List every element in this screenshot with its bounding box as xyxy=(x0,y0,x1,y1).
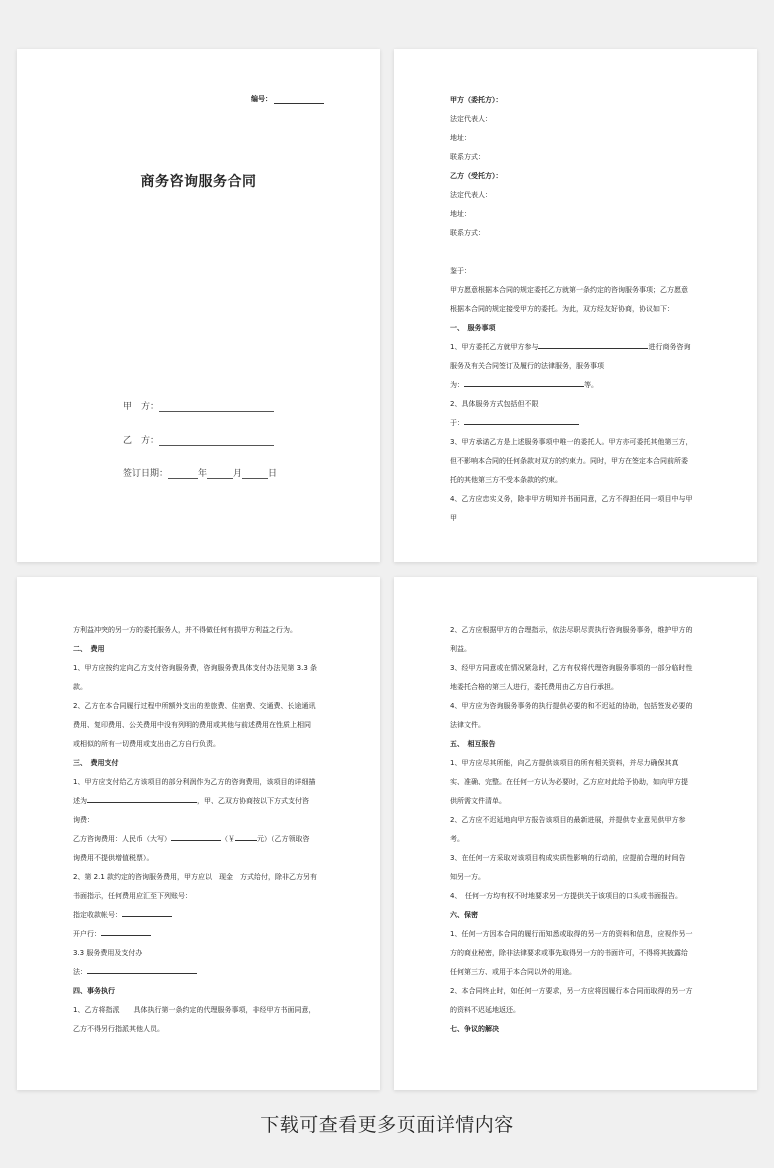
text-segment: 开户行： xyxy=(73,930,101,938)
text-segment: 方的商业秘密，除非法律要求或事先取得另一方的书面许可，不得将其披露给 xyxy=(450,949,688,957)
text-segment: 利益。 xyxy=(450,645,471,653)
text-segment: 考。 xyxy=(450,835,464,843)
text-line xyxy=(450,640,701,659)
text-line xyxy=(450,868,701,887)
text-segment: 款。 xyxy=(73,683,87,691)
party-a-label: 甲 方： xyxy=(123,402,160,412)
text-segment: 2、第 2.1 款约定的咨询服务费用，甲方应以 现金 方式给付，除非乙方另有 xyxy=(73,873,318,881)
text-line xyxy=(73,773,324,792)
text-line xyxy=(450,887,701,906)
text-line xyxy=(450,811,701,830)
text-segment: 2、乙方应不迟延地向甲方报告该项目的最新进展，并提供专业意见供甲方参 xyxy=(450,816,686,824)
text-segment: 费用、复印费用、公关费用中没有列明的费用或其他与前述费用在性质上相同 xyxy=(73,721,311,729)
text-segment: 服务及有关合同签订及履行的法律服务，服务事项 xyxy=(450,362,604,370)
text-line xyxy=(450,186,701,205)
text-segment: 二、 费用 xyxy=(73,645,105,653)
text-line xyxy=(450,357,701,376)
fill-in-blank xyxy=(101,928,151,936)
text-segment: （￥ xyxy=(221,835,235,843)
fill-in-blank xyxy=(235,833,257,841)
text-line xyxy=(73,1001,324,1020)
contract-page-3 xyxy=(17,577,380,1090)
text-segment: 知另一方。 xyxy=(450,873,485,881)
text-line xyxy=(450,792,701,811)
text-line xyxy=(450,300,701,319)
text-line xyxy=(450,129,701,148)
text-line xyxy=(450,925,701,944)
text-line xyxy=(450,224,701,243)
text-line xyxy=(450,243,701,262)
text-line xyxy=(450,773,701,792)
sign-date-row xyxy=(123,466,277,479)
text-line xyxy=(450,205,701,224)
text-line xyxy=(73,944,324,963)
year-blank xyxy=(168,469,198,479)
text-line xyxy=(450,716,701,735)
text-line xyxy=(450,452,701,471)
text-segment: 1、甲方应支付给乙方该项目的部分利润作为乙方的咨询费用，该项目的详细描 xyxy=(73,778,316,786)
text-segment: 乙方不得另行指派其他人员。 xyxy=(73,1025,164,1033)
text-line xyxy=(450,735,701,754)
text-line xyxy=(73,982,324,1001)
text-line xyxy=(73,887,324,906)
text-line xyxy=(450,906,701,925)
year-label: 年 xyxy=(198,469,208,479)
text-line xyxy=(450,319,701,338)
text-line xyxy=(73,697,324,716)
text-segment: 1、甲方应按约定向乙方支付咨询服务费，咨询服务费具体支付办法见第 3.3 条 xyxy=(73,664,318,672)
text-segment: 甲方愿意根据本合同的规定委托乙方就第一条约定的咨询服务事项；乙方愿意 xyxy=(450,286,688,294)
text-line xyxy=(450,509,701,528)
contract-title: 商务咨询服务合同 xyxy=(140,174,257,190)
text-segment: 书面指示，任何费用应汇至下列账号： xyxy=(73,892,192,900)
text-segment: 进行商务咨询 xyxy=(648,343,691,351)
text-line xyxy=(450,148,701,167)
text-segment: 方利益冲突的另一方的委托服务人，并不得做任何有损甲方利益之行为。 xyxy=(73,626,297,634)
party-a-signature-row xyxy=(123,399,274,412)
text-segment: 甲 xyxy=(450,514,457,522)
text-line xyxy=(450,110,701,129)
text-segment: 供所需文件清单。 xyxy=(450,797,506,805)
text-segment: 2、本合同终止时，如任何一方要求，另一方应将因履行本合同而取得的另一方 xyxy=(450,987,693,995)
text-line xyxy=(73,754,324,773)
text-segment: 为： xyxy=(450,381,464,389)
text-line xyxy=(450,91,701,110)
text-segment: 4、甲方应为咨询服务事务的执行提供必要的和不迟延的协助，包括签发必要的 xyxy=(450,702,693,710)
contract-number xyxy=(251,94,324,104)
text-segment: 根据本合同的规定接受甲方的委托。为此，双方经友好协商，协议如下： xyxy=(450,305,674,313)
text-line xyxy=(73,811,324,830)
text-segment: 乙方咨询费用：人民币（大写） xyxy=(73,835,171,843)
text-segment: 2、具体服务方式包括但不限 xyxy=(450,400,539,408)
more-pages-caption: 下载可查看更多页面详情内容 xyxy=(260,1114,514,1136)
text-line xyxy=(450,1020,701,1039)
text-line xyxy=(450,167,701,186)
text-segment: 乙方（受托方）： xyxy=(450,172,503,180)
text-segment: 1、任何一方因本合同的履行而知悉或取得的另一方的资料和信息，应视作另一 xyxy=(450,930,693,938)
text-segment: 任何第三方、或用于本合同以外的用途。 xyxy=(450,968,576,976)
party-b-signature-row xyxy=(123,433,274,446)
text-line xyxy=(450,621,701,640)
month-blank xyxy=(207,469,233,479)
text-line xyxy=(450,433,701,452)
text-segment: 1、甲方委托乙方就甲方参与 xyxy=(450,343,539,351)
text-segment: 3、经甲方同意或在情况紧急时，乙方有权将代理咨询服务事项的一部分临时性 xyxy=(450,664,693,672)
text-line xyxy=(450,262,701,281)
text-segment: 但不影响本合同的任何条款对双方的约束力。同时，甲方在签定本合同前所委 xyxy=(450,457,688,465)
text-line xyxy=(73,678,324,697)
text-line xyxy=(450,849,701,868)
contract-number-label: 编号： xyxy=(251,95,272,103)
text-line xyxy=(73,659,324,678)
text-line xyxy=(73,868,324,887)
day-label: 日 xyxy=(268,469,278,479)
text-line xyxy=(450,982,701,1001)
contract-page-2 xyxy=(394,49,757,562)
text-segment: 法定代表人： xyxy=(450,191,492,199)
text-segment: 四、事务执行 xyxy=(73,987,115,995)
text-segment: 三、 费用支付 xyxy=(73,759,119,767)
text-line xyxy=(73,621,324,640)
contract-cover-page xyxy=(17,49,380,562)
contract-number-blank xyxy=(274,96,324,104)
text-line xyxy=(450,376,701,395)
text-segment: 法： xyxy=(73,968,87,976)
text-segment: 3、在任何一方采取对该项目构成实质性影响的行动前，应提前合理的时间告 xyxy=(450,854,686,862)
party-a-blank xyxy=(159,402,274,412)
text-segment xyxy=(450,248,452,256)
page-2-body xyxy=(450,91,701,528)
text-segment: 2、乙方应根据甲方的合理指示，依法尽职尽责执行咨询服务事务，维护甲方的 xyxy=(450,626,693,634)
party-b-blank xyxy=(159,436,274,446)
text-line xyxy=(450,395,701,414)
text-line xyxy=(450,414,701,433)
text-segment: 的资料不迟延地返还。 xyxy=(450,1006,520,1014)
text-line xyxy=(73,1020,324,1039)
text-line xyxy=(73,963,324,982)
text-line xyxy=(450,830,701,849)
text-line xyxy=(450,754,701,773)
text-segment: 五、 相互报告 xyxy=(450,740,496,748)
text-line xyxy=(450,281,701,300)
text-segment: 于： xyxy=(450,419,464,427)
text-segment: 地址： xyxy=(450,210,471,218)
text-segment: 等。 xyxy=(584,381,598,389)
text-line xyxy=(450,963,701,982)
text-segment: ，甲、乙双方协商按以下方式支付咨 xyxy=(197,797,309,805)
text-segment: 或相似的所有一切费用或支出由乙方自行负责。 xyxy=(73,740,220,748)
text-segment: 述为 xyxy=(73,797,87,805)
party-b-label: 乙 方： xyxy=(123,436,160,446)
text-segment: 甲方（委托方）： xyxy=(450,96,503,104)
text-segment: 指定收款帐号： xyxy=(73,911,122,919)
fill-in-blank xyxy=(464,417,579,425)
text-segment: 实、准确、完整。在任何一方认为必要时，乙方应对此给予协助，如向甲方提 xyxy=(450,778,688,786)
page-4-body xyxy=(450,621,701,1039)
text-line xyxy=(450,471,701,490)
text-segment: 1、甲方应尽其所能，向乙方提供该项目的所有相关资料，并尽力确保其真 xyxy=(450,759,679,767)
month-label: 月 xyxy=(233,469,243,479)
text-segment: 1、乙方将指派 具体执行第一条约定的代理服务事项，非经甲方书面同意， xyxy=(73,1006,316,1014)
text-line xyxy=(73,849,324,868)
text-segment: 法定代表人： xyxy=(450,115,492,123)
fill-in-blank xyxy=(87,795,197,803)
text-line xyxy=(73,925,324,944)
text-line xyxy=(450,678,701,697)
day-blank xyxy=(242,469,268,479)
text-segment: 4、 任何一方均有权不时地要求另一方提供关于该项目的口头或书面报告。 xyxy=(450,892,682,900)
text-segment: 七、争议的解决 xyxy=(450,1025,499,1033)
page-3-body xyxy=(73,621,324,1039)
fill-in-blank xyxy=(171,833,221,841)
text-line xyxy=(73,735,324,754)
text-segment: 2、乙方在本合同履行过程中所额外支出的差旅费、住宿费、交通费、长途通讯 xyxy=(73,702,316,710)
text-line xyxy=(450,338,701,357)
text-line xyxy=(73,906,324,925)
text-line xyxy=(73,640,324,659)
text-segment: 六、保密 xyxy=(450,911,478,919)
text-line xyxy=(450,944,701,963)
fill-in-blank xyxy=(538,341,648,349)
text-segment: 询费用不提供增值税票）。 xyxy=(73,854,154,862)
text-line xyxy=(73,792,324,811)
text-segment: 地址： xyxy=(450,134,471,142)
text-segment: 一、 服务事项 xyxy=(450,324,496,332)
text-segment: 托的其他第三方不受本条款的约束。 xyxy=(450,476,562,484)
sign-date-label: 签订日期： xyxy=(123,469,169,479)
fill-in-blank xyxy=(122,909,172,917)
text-segment: 联系方式： xyxy=(450,153,485,161)
text-segment: 询费： xyxy=(73,816,94,824)
text-segment: 3.3 服务费用及支付办 xyxy=(73,949,143,957)
text-line xyxy=(450,1001,701,1020)
text-segment: 鉴于： xyxy=(450,267,471,275)
text-line xyxy=(450,659,701,678)
text-segment: 地委托合格的第三人进行，委托费用由乙方自行承担。 xyxy=(450,683,618,691)
text-segment: 元）（乙方领取咨 xyxy=(257,835,310,843)
text-segment: 3、甲方承诺乙方是上述服务事项中唯一的委托人。甲方亦可委托其他第三方， xyxy=(450,438,693,446)
text-segment: 法律文件。 xyxy=(450,721,485,729)
contract-page-4 xyxy=(394,577,757,1090)
fill-in-blank xyxy=(464,379,584,387)
text-line xyxy=(450,697,701,716)
text-line xyxy=(73,830,324,849)
text-segment: 联系方式： xyxy=(450,229,485,237)
fill-in-blank xyxy=(87,966,197,974)
text-line xyxy=(73,716,324,735)
text-line xyxy=(450,490,701,509)
text-segment: 4、乙方应忠实义务，除非甲方明知并书面同意，乙方不得担任同一项目中与甲 xyxy=(450,495,693,503)
